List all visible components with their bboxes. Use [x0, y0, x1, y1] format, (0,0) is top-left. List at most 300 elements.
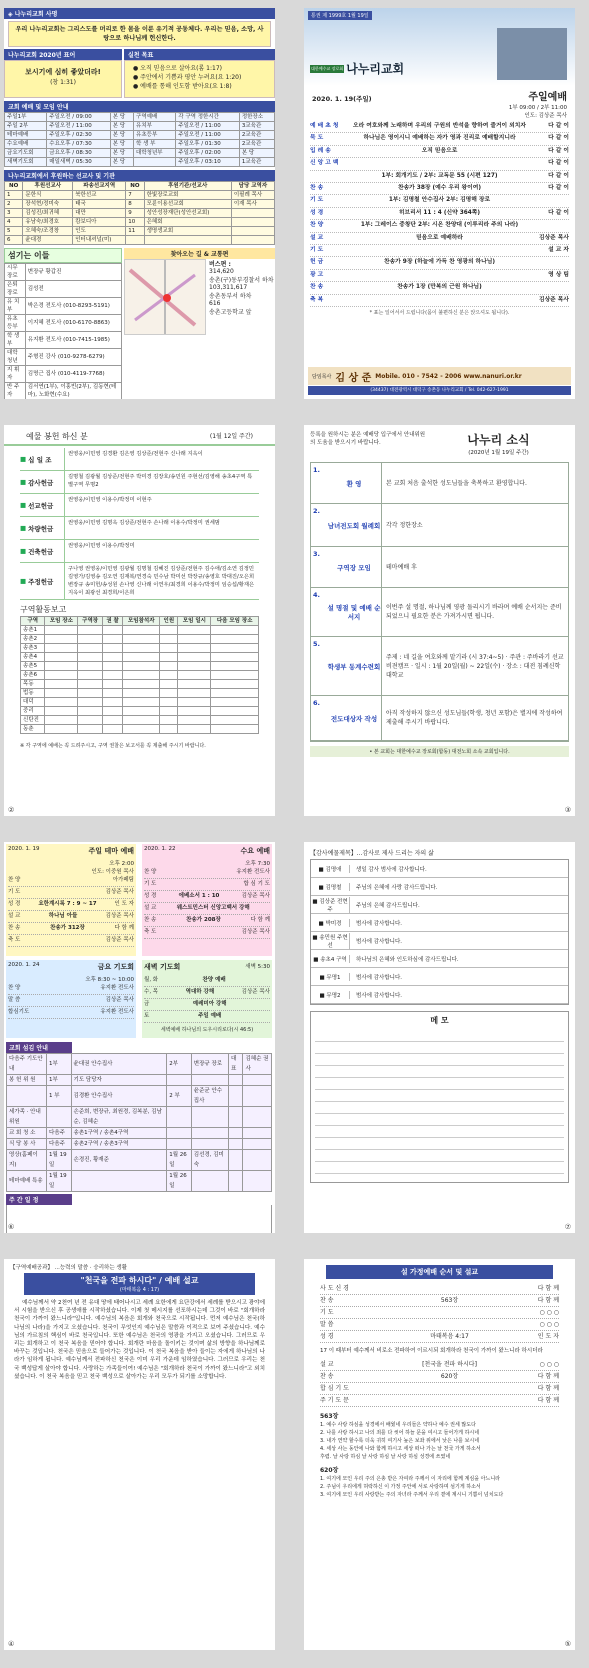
- support-head-cell: 담당 교역자: [231, 182, 274, 191]
- service-line-label: 축 도: [144, 929, 157, 935]
- offering-week: (1월 12일 주간): [209, 433, 253, 440]
- order-content: 1부: 김명철 안수집사 2부: 김명해 장로: [388, 197, 491, 204]
- thanks-name: [311, 883, 350, 891]
- staff-row: [5, 264, 122, 281]
- family-order-content: [390, 1307, 509, 1318]
- report-cell: [123, 689, 160, 698]
- report-cell: [160, 671, 178, 680]
- staff-cell: 유초등부: [5, 315, 26, 332]
- schedule-row: [5, 158, 275, 167]
- offering-row: [20, 540, 259, 563]
- offering-label: [20, 563, 64, 599]
- support-cell: 10: [126, 218, 144, 227]
- report-cell: [211, 725, 259, 734]
- staff-cell: 김성전: [25, 281, 121, 298]
- news-title: 나누리 소식: [467, 433, 530, 447]
- schedule-cell: 새벽기도회: [5, 158, 47, 167]
- report-cell: [45, 626, 78, 635]
- serve-row: [7, 1107, 272, 1128]
- serve-row: [7, 1150, 272, 1171]
- hymn-line: 4. 세상 사는 동안에 나와 함께 하시고 세상 떠나 가는 날 천국 가게 하소서: [320, 1446, 481, 1452]
- thanks-list: [310, 859, 569, 1005]
- serve-cell: [191, 1139, 228, 1150]
- family-order-label: 합 심 기 도: [320, 1385, 349, 1392]
- memo-title: 메 모: [430, 1016, 449, 1025]
- support-cell: [231, 227, 274, 236]
- news-content: 테마예배 후: [381, 547, 568, 587]
- report-heading: 구역활동보고: [20, 605, 67, 614]
- family-order-person: 다 함 께: [537, 1297, 559, 1304]
- service-line-label: 찬 송: [144, 917, 157, 923]
- thanks-row: [311, 968, 568, 986]
- support-head-cell: 파송선교지역: [73, 182, 126, 191]
- family-order-label: 성 경: [320, 1333, 334, 1340]
- family-order-person: ○ ○ ○: [539, 1361, 559, 1368]
- news-item: [311, 637, 568, 696]
- thanks-row: [311, 896, 568, 914]
- order-row: [310, 257, 569, 269]
- service-line: [8, 899, 134, 911]
- report-cell: [211, 698, 259, 707]
- offering-label: [20, 517, 64, 539]
- serve-cell: [228, 1139, 243, 1150]
- hymn-line: 2. 나를 사랑 하시고 나의 죄를 다 씻어 하늘 문을 여시고 들어가게 하시네: [320, 1430, 480, 1436]
- order-content: 1부: 회개기도 / 2부: 교독문 55 (시편 127): [381, 172, 498, 179]
- serve-cell: 변장규 장로: [191, 1054, 228, 1075]
- order-content: 오라 여호와께 노래하며 우리의 구원의 반석을 향하여 즐거이 외치자: [353, 123, 526, 129]
- serve-row: [7, 1139, 272, 1150]
- report-row: [21, 671, 259, 680]
- order-person: 다 같 이: [548, 147, 569, 154]
- report-cell: [102, 716, 122, 725]
- order-person: 다 같 이: [548, 135, 569, 142]
- order-person: [527, 282, 569, 293]
- offering-label: [20, 471, 64, 493]
- report-cell: [45, 689, 78, 698]
- report-cell: [211, 626, 259, 635]
- news-list: [310, 462, 569, 742]
- family-order-label: 찬 송: [320, 1373, 334, 1380]
- service-line-person: 김상준 목사: [241, 989, 270, 995]
- staff-cell: 주형진 강사 (010-9278-6279): [25, 349, 121, 366]
- serve-cell: 손준희, 변장규, 최원경, 김복분, 김남순, 김혜순: [71, 1107, 167, 1128]
- hymn1-lyrics: [320, 1421, 559, 1461]
- support-row: [5, 236, 275, 245]
- thanks-name: [311, 897, 350, 913]
- schedule-table: [4, 112, 275, 167]
- schedule-cell: 금요오후 / 08:30: [47, 149, 111, 158]
- schedule-cell: 주일오후 / 03:10: [176, 158, 240, 167]
- news-number: 2.: [313, 507, 320, 515]
- schedule-cell: 대학청년부: [134, 149, 176, 158]
- support-cell: [231, 236, 274, 245]
- report-cell: [123, 707, 160, 716]
- report-head-cell: 구역장: [78, 617, 102, 626]
- report-cell: [45, 698, 78, 707]
- report-head-cell: 모임참석자: [123, 617, 160, 626]
- report-cell: [78, 626, 102, 635]
- service-line-content: 주일 예배: [198, 1013, 222, 1019]
- report-cell: [102, 689, 122, 698]
- news-number: 4.: [313, 591, 320, 599]
- family-order-person: ○ ○ ○: [539, 1309, 559, 1316]
- service-line: [8, 995, 134, 1007]
- family-order-label: 말 씀: [320, 1321, 334, 1328]
- order-person: 다 같 이: [548, 160, 569, 167]
- report-cell: [45, 653, 78, 662]
- serve-cell: [243, 1086, 272, 1107]
- news-item: [311, 588, 568, 637]
- order-person: 김상준 목사: [538, 296, 569, 303]
- report-cell: [102, 680, 122, 689]
- order-row: [310, 171, 569, 183]
- service-line-person: 다 함 께: [250, 917, 270, 923]
- report-cell: [160, 644, 178, 653]
- report-cell: 송촌4: [21, 653, 45, 662]
- order-row: [310, 295, 569, 307]
- service-line: [8, 875, 134, 887]
- support-cell: 이재 목사: [231, 200, 274, 209]
- family-order-person: 다 함 께: [537, 1373, 559, 1380]
- schedule-cell: 주일오전 / 09:00: [47, 113, 111, 122]
- goal-item: ● 오직 믿음으로 살아요(롬 1:17): [133, 65, 222, 72]
- page-info: [4, 8, 275, 399]
- serve-cell: [191, 1171, 228, 1192]
- report-row: [21, 662, 259, 671]
- report-cell: [78, 707, 102, 716]
- report-note: ※ 각 구역에 예배는 꼭 드려주시고, 구역 권찰은 보고서를 꼭 제출해 주시기 바랍니다.: [20, 743, 206, 749]
- serve-row: [7, 1075, 272, 1086]
- news-intro: 등록을 원하시는 분은 예배당 입구에서 안내위원의 도움을 받으시기 바랍니다.: [310, 432, 426, 446]
- serve-cell: 다음주: [47, 1139, 72, 1150]
- family-order-row: [320, 1395, 559, 1407]
- service-line-person: 인 도 자: [114, 901, 134, 907]
- support-cell: 김성진/최귀혜: [23, 209, 73, 218]
- thanks-row: [311, 986, 568, 1004]
- thanks-name-text: 김명애: [325, 866, 342, 873]
- service-line-person: 김상준 목사: [241, 893, 270, 899]
- family-order-content: 마태복음 4:17: [430, 1333, 469, 1340]
- family-order-content: [390, 1283, 509, 1294]
- report-cell: [123, 716, 160, 725]
- family-order-label: 주 기 도 문: [320, 1397, 349, 1404]
- page-number: ⑦: [564, 1223, 571, 1231]
- address-bar: (34437) 대전광역시 대덕구 송촌동 나누리교회 / Tel. 042-627-1991: [308, 386, 571, 395]
- schedule-cell: 유초등부: [134, 131, 176, 140]
- family-order-content: [천국을 전파 하시다]: [422, 1361, 477, 1368]
- report-cell: [178, 671, 211, 680]
- schedule-cell: [134, 158, 176, 167]
- thanks-row: [311, 950, 568, 968]
- cover-banner: 통권 제 1999호 1월 19일 대한예수교 장로회 나누리교회: [304, 8, 575, 86]
- thanks-name-text: 김상준 전현주: [319, 898, 348, 913]
- support-cell: 윤대경: [23, 236, 73, 245]
- page-number: ⑥: [8, 1223, 15, 1231]
- report-head-cell: 다음 모임 장소: [211, 617, 259, 626]
- thanks-name: [311, 919, 350, 927]
- family-order-2: [320, 1359, 559, 1407]
- support-cell: 은혜회: [144, 218, 231, 227]
- serve-cell: [71, 1171, 167, 1192]
- report-row: [21, 707, 259, 716]
- offering-names: 권영웅/이민영 이용수/박정미: [64, 540, 259, 562]
- order-label: 예 배 초 청: [310, 123, 339, 129]
- offering-label-text: 선교헌금: [28, 501, 54, 510]
- serve-cell: [191, 1075, 228, 1086]
- serve-cell: [167, 1139, 192, 1150]
- schedule-row: [5, 122, 275, 131]
- schedule-cell: 본 당: [110, 158, 133, 167]
- staff-cell: 반 주 자: [5, 383, 26, 400]
- serve-cell: 송촌1구역 / 송촌4구역: [71, 1128, 167, 1139]
- order-content: 찬송가 9장 (하늘에 가득 찬 영광의 하나님): [383, 259, 496, 266]
- family-order-row: [320, 1359, 559, 1371]
- service-line: [8, 935, 134, 947]
- service-line-label: 기 도: [144, 881, 157, 887]
- serve-cell: [167, 1128, 192, 1139]
- hymn2-title: 620장: [320, 1467, 339, 1474]
- report-cell: [178, 698, 211, 707]
- report-cell: 신탄진: [21, 716, 45, 725]
- sunday-theme-card: 2020. 1. 19 주일 테마 예배 오후 2:00 인도: 이중원 목사 찬 양 아가페팀 기 도 김상준 목사 성 경 요한계시록 7 : 9 ~ 17 인 도 자 설 교 하나님 아들 김상준 목사 찬 송 찬송가 312장 다 함 께 축 도 김상준 목사: [6, 844, 136, 956]
- wednesday-service-card: 2020. 1. 22 수요 예배 오후 7:30 찬 양 유지환 전도사 기 도 합 심 기 도 성 경 에베소서 1 : 10 김상준 목사 설 교 웨스트민스터 신앙고백서 강해 찬 송 찬송가 208장 다 함 께 축 도 김상준 목사: [142, 844, 272, 956]
- schedule-cell: 수요예배: [5, 140, 47, 149]
- service-line-content: 웨스트민스터 신앙고백서 강해: [176, 905, 250, 911]
- serve-cell: 1월 19일: [47, 1171, 72, 1192]
- thanks-text: 하나님의 은혜와 인도하심에 감사드립니다.: [356, 956, 459, 963]
- report-cell: [78, 644, 102, 653]
- news-label: 전도대상자 작성: [330, 714, 378, 723]
- offering-label-text: 차량헌금: [28, 524, 54, 533]
- service-line-label: 찬 송: [8, 925, 21, 931]
- schedule-cell: 학 생 부: [134, 140, 176, 149]
- service-line-content: 에베소서 1 : 10: [178, 893, 220, 899]
- support-cell: 장석현/정미숙: [23, 200, 73, 209]
- report-cell: [160, 662, 178, 671]
- service-line-content: 예레미아 강해: [192, 1001, 227, 1007]
- serve-cell: [191, 1128, 228, 1139]
- report-cell: [123, 653, 160, 662]
- report-cell: [45, 680, 78, 689]
- report-cell: [178, 725, 211, 734]
- report-row: [21, 725, 259, 734]
- church-logo: 대한예수교 장로회 나누리교회: [311, 62, 405, 76]
- service-line-label: 말 씀: [8, 997, 21, 1003]
- serve-cell: 영상(홈페이지): [7, 1150, 47, 1171]
- support-cell: 8: [126, 200, 144, 209]
- order-content: 히브리서 11 : 4 (신약 364쪽): [398, 209, 481, 216]
- service-line-person: 다 함 께: [114, 925, 134, 931]
- order-person: 설 교 자: [548, 247, 569, 254]
- support-row: [5, 200, 275, 209]
- schedule-cell: 3교육관: [239, 122, 274, 131]
- thanks-name: [311, 991, 350, 999]
- report-cell: [123, 698, 160, 707]
- staff-row: [5, 281, 122, 298]
- bullet-icon: ■: [318, 866, 326, 873]
- thanks-name-text: 박미경: [325, 920, 342, 927]
- report-cell: [45, 725, 78, 734]
- serve-cell: 테마예배 특송: [7, 1171, 47, 1192]
- order-row: [310, 183, 569, 195]
- report-cell: [160, 698, 178, 707]
- service-line-person: 김상준 목사: [105, 937, 134, 943]
- offering-names: 권영웅/이민영 김명옥 김상준/전현주 손나래 이용수/박정미 권세범: [64, 517, 259, 539]
- report-cell: [178, 653, 211, 662]
- news-content: 주제 : 네 길을 여호와께 맡기라 (시 37:4~5) · 주관 : 주바라기 선교비젼캠프 · 일시 : 1월 20일(월) ~ 22일(수) · 장소 : 대전 침례신학대학교: [381, 637, 568, 695]
- order-content: 믿음으로 예배하라: [416, 234, 463, 241]
- staff-row: [5, 298, 122, 315]
- order-label: 축 복: [310, 296, 324, 303]
- thanks-text: 범사에 감사합니다.: [356, 974, 403, 981]
- verse-heading: 나누리교회 2020년 표어: [4, 49, 122, 60]
- hymn-line: 후렴. 날 사랑 하심 날 사랑 하심 날 사랑 하심 성경에 쓰였네: [320, 1454, 451, 1460]
- order-row: [310, 220, 569, 232]
- report-head-cell: 인원: [160, 617, 178, 626]
- bullet-icon: ■: [313, 956, 321, 963]
- report-cell: [178, 626, 211, 635]
- service-line: [144, 975, 270, 987]
- report-cell: [178, 635, 211, 644]
- order-label: 찬 송: [310, 185, 324, 192]
- order-content: 오직 믿음으로: [421, 147, 458, 154]
- serve-cell: 다음주: [47, 1128, 72, 1139]
- family-verse: 17 이 때부터 예수께서 비로소 전파하여 이르시되 회개하라 천국이 가까이 왔느니라 하시더라: [320, 1348, 543, 1354]
- order-row: [310, 282, 569, 294]
- news-content: 본 교회 처음 출석한 성도님들을 축복하고 환영합니다.: [381, 463, 568, 503]
- family-order-person: ○ ○ ○: [539, 1321, 559, 1328]
- order-label: [310, 171, 352, 182]
- support-cell: 북한선교: [73, 191, 126, 200]
- report-row: [21, 716, 259, 725]
- service-line-person: 유지환 전도사: [100, 1009, 134, 1015]
- serve-row: [7, 1171, 272, 1192]
- staff-cell: 박은경 전도사 (010-8293-5191): [25, 298, 121, 315]
- bullet-icon: ■: [20, 478, 27, 486]
- service-line-label: 성 경: [144, 893, 157, 899]
- mission-text: 우리 나누리교회는 그리스도를 머리로 한 몸을 이룬 유기적 공동체다. 우리는 믿음, 소망, 사랑으로 하나님께 헌신한다.: [8, 21, 271, 47]
- report-cell: [123, 644, 160, 653]
- serve-cell: 송촌2구역 / 송촌3구역: [71, 1139, 167, 1150]
- staff-cell: 이지혜 전도사 (010-6170-8863): [25, 315, 121, 332]
- support-cell: 인도: [73, 227, 126, 236]
- serve-row: [7, 1128, 272, 1139]
- order-person: 다 같 이: [548, 172, 569, 179]
- serve-cell: 2부: [167, 1054, 192, 1075]
- support-table: [4, 181, 275, 245]
- news-footer: • 본 교회는 대한예수교 장로회(합동) 대전노회 소속 교회입니다.: [310, 746, 569, 757]
- schedule-row: [5, 140, 275, 149]
- report-cell: [178, 716, 211, 725]
- report-row: [21, 644, 259, 653]
- service-line: [144, 915, 270, 927]
- staff-cell: 은퇴장로: [5, 281, 26, 298]
- order-label: 설 교: [310, 234, 324, 241]
- schedule-cell: 주일오전 / 11:00: [176, 131, 240, 140]
- news-number: 5.: [313, 640, 320, 648]
- service-line-label: 찬 양: [144, 869, 157, 875]
- report-cell: [211, 680, 259, 689]
- support-cell: 11: [126, 227, 144, 236]
- order-row: [310, 270, 569, 282]
- serve-cell: [191, 1107, 228, 1128]
- service-line-content: 찬송가 312장: [50, 925, 85, 931]
- hymn2-lyrics: [320, 1475, 559, 1499]
- report-row: [21, 698, 259, 707]
- family-order-content: 620장: [440, 1373, 459, 1380]
- schedule-cell: 본 당: [110, 131, 133, 140]
- support-cell: 6: [5, 236, 23, 245]
- offering-title: 예물 봉헌 하신 분: [26, 432, 88, 441]
- serve-cell: 1 부: [47, 1086, 72, 1107]
- report-cell: [45, 671, 78, 680]
- order-label: 광 고: [310, 271, 324, 278]
- service-line: [8, 1007, 134, 1019]
- hymn-line: 1. 여기에 모인 우리 주의 은총 받은 자여라 주께서 이 자리에 함께 계심을 아느니라: [320, 1476, 500, 1482]
- support-cell: 대만: [73, 209, 126, 218]
- order-row: [310, 233, 569, 245]
- week-heading: 주 간 일 정: [6, 1194, 72, 1205]
- service-line: [144, 999, 270, 1011]
- report-cell: [102, 635, 122, 644]
- service-line-content: 찬양 예배: [202, 977, 226, 983]
- serve-cell: 봉 헌 위 원: [7, 1075, 47, 1086]
- report-cell: 송촌6: [21, 671, 45, 680]
- report-cell: [78, 689, 102, 698]
- family-order-label: 기 도: [320, 1309, 334, 1316]
- support-cell: 캄보디아: [73, 218, 126, 227]
- thanks-row: [311, 914, 568, 932]
- offering-label: [20, 494, 64, 516]
- news-label: 환 영: [346, 479, 362, 488]
- news-item: [311, 547, 568, 588]
- serve-cell: 손경진, 황재준: [71, 1150, 167, 1171]
- order-label: 찬 양: [310, 222, 324, 229]
- staff-heading: 섬기는 이들: [4, 248, 122, 263]
- family-order-label: 설 교: [320, 1361, 334, 1368]
- serve-cell: 1월 26일: [167, 1171, 192, 1192]
- order-label: 묵 도: [310, 135, 324, 142]
- serve-cell: 1부: [47, 1075, 72, 1086]
- service-line-label: 성 경: [8, 901, 21, 907]
- report-cell: [102, 626, 122, 635]
- family-order-row: [320, 1283, 559, 1295]
- order-label: 입 례 송: [310, 147, 331, 154]
- schedule-cell: 각 구역 정한시간: [176, 113, 240, 122]
- thanks-name-text: 무명1: [326, 974, 341, 981]
- report-cell: [160, 680, 178, 689]
- support-cell: 9: [126, 209, 144, 218]
- schedule-cell: 금요기도회: [5, 149, 47, 158]
- support-head-cell: 후원기관/선교사: [144, 182, 231, 191]
- service-line-label: 토: [144, 1013, 150, 1019]
- goal-list: [124, 60, 275, 98]
- serve-cell: 대표: [228, 1054, 243, 1075]
- report-cell: [160, 707, 178, 716]
- schedule-cell: 매일새벽 / 05:30: [47, 158, 111, 167]
- service-line-label: 찬 양: [8, 877, 21, 883]
- report-cell: [160, 689, 178, 698]
- support-cell: 5: [5, 227, 23, 236]
- news-item: [311, 696, 568, 741]
- worship-order: [304, 121, 575, 307]
- hymn-line: 3. 내가 연약 할수록 더욱 귀히 여기사 높은 보좌 위에서 낮은 나를 보시네: [320, 1438, 480, 1444]
- staff-row: [5, 366, 122, 383]
- serve-table: [6, 1053, 272, 1192]
- serve-row: [7, 1054, 272, 1075]
- report-cell: [78, 680, 102, 689]
- serve-cell: [243, 1107, 272, 1128]
